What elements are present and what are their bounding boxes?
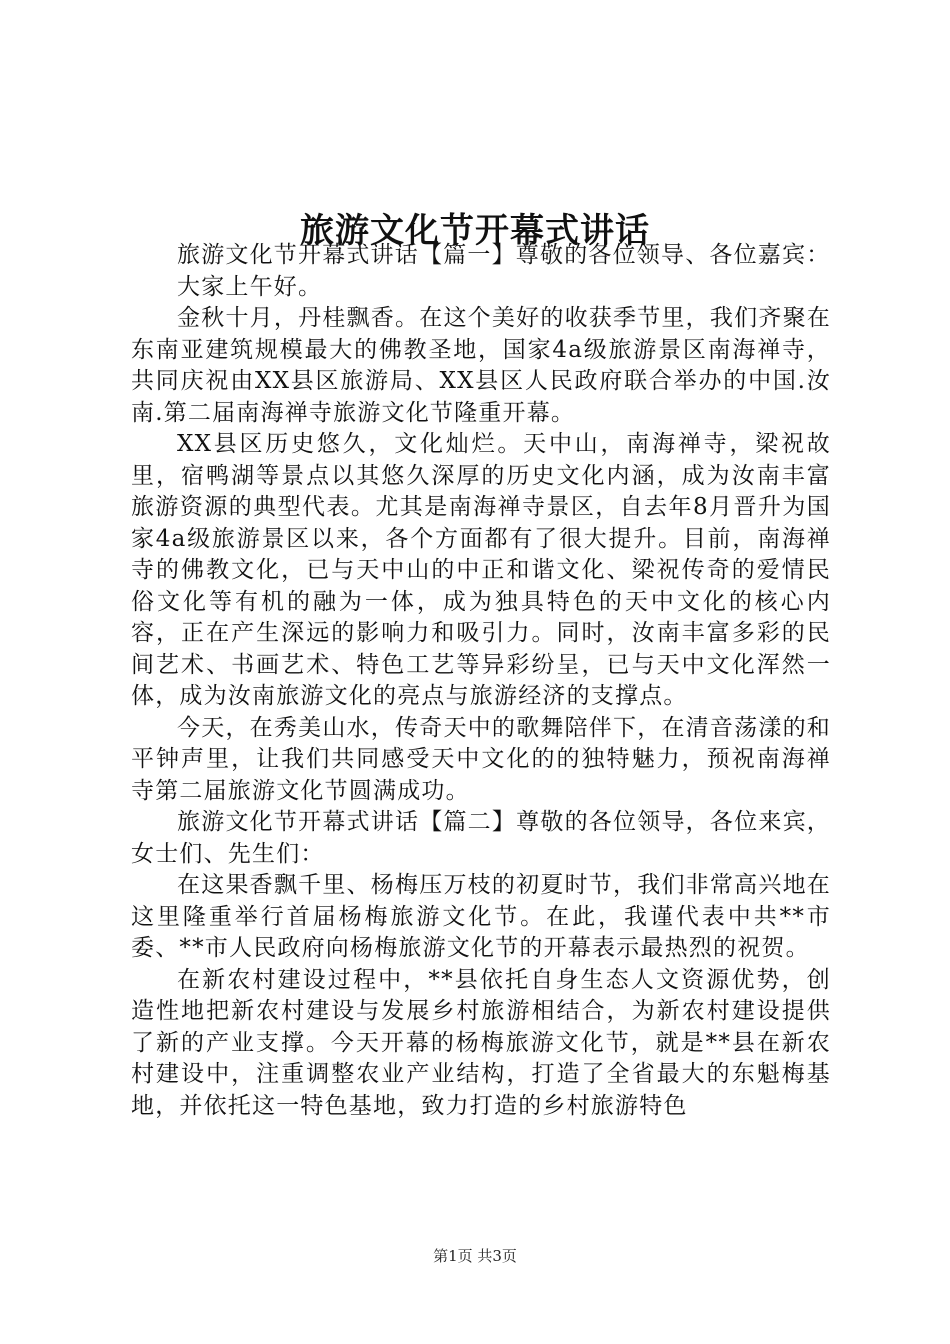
paragraph: 旅游文化节开幕式讲话【篇一】尊敬的各位领导、各位嘉宾： [177,242,831,268]
paragraph: 在这果香飘千里、杨梅压万枝的初夏时节，我们非常高兴地在这里隆重举行首届杨梅旅游文化节。在此，我谨代表中共**市委、**市人民政府向杨梅旅游文化节的开幕表示最热烈的祝贺。 [131,872,831,961]
paragraph: 旅游文化节开幕式讲话【篇二】尊敬的各位领导，各位来宾，女士们、先生们： [131,809,831,867]
document-title: 旅游文化节开幕式讲话 [300,210,650,251]
document-body [131,240,831,1122]
paragraph: XX县区历史悠久，文化灿烂。天中山，南海禅寺，梁祝故里，宿鸭湖等景点以其悠久深厚的历史文化内涵，成为汝南丰富旅游资源的典型代表。尤其是南海禅寺景区，自去年8月晋升为国家4a级旅游景区以来，各个方面都有了很大提升。目前，南海禅寺的佛教文化，已与天中山的中正和谐文化、梁祝传奇的爱情民俗文化等有机的融为一体，成为独具特色的天中文化的核心内容，正在产生深远的影响力和吸引力。同时，汝南丰富多彩的民间艺术、书画艺术、特色工艺等异彩纷呈，已与天中文化浑然一体，成为汝南旅游文化的亮点与旅游经济的支撑点。 [131,431,831,709]
paragraph: 金秋十月，丹桂飘香。在这个美好的收获季节里，我们齐聚在东南亚建筑规模最大的佛教圣地，国家4a级旅游景区南海禅寺，共同庆祝由XX县区旅游局、XX县区人民政府联合举办的中国.汝南.第二届南海禅寺旅游文化节隆重开幕。 [131,305,831,426]
paragraph: 大家上午好。 [177,273,323,300]
paragraph: 在新农村建设过程中，**县依托自身生态人文资源优势，创造性地把新农村建设与发展乡村旅游相结合，为新农村建设提供了新的产业支撑。今天开幕的杨梅旅游文化节，就是**县在新农村建设中，注重调整农业产业结构，打造了全省最大的东魁梅基地，并依托这一特色基地，致力打造的乡村旅游特色 [131,966,831,1119]
paragraph: 今天，在秀美山水，传奇天中的歌舞陪伴下，在清音荡漾的和平钟声里，让我们共同感受天中文化的的独特魅力，预祝南海禅寺第二届旅游文化节圆满成功。 [131,714,831,804]
page-number-footer: 第1页 共3页 [433,1247,517,1265]
